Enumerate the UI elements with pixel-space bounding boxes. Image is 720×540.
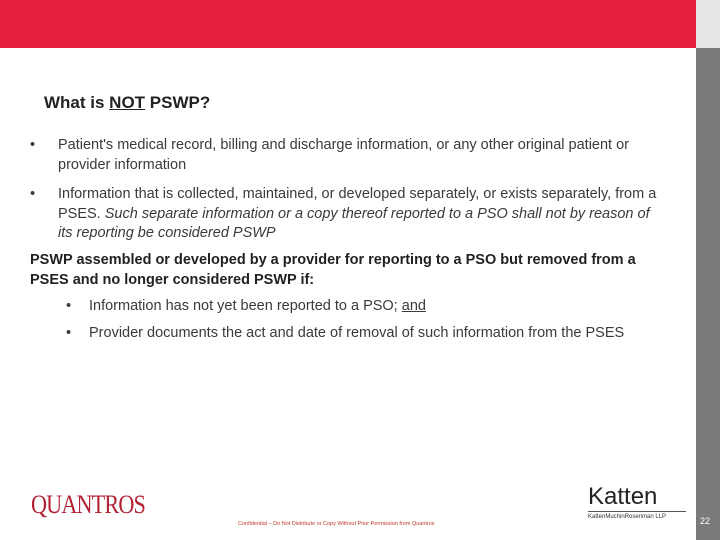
katten-rule	[588, 511, 686, 512]
list-item	[30, 185, 660, 244]
confidential-notice: Confidential – Do Not Distribute or Copy Without Prior Permission from Quantros	[238, 521, 435, 527]
bullet-dot: •	[66, 324, 72, 341]
title-emphasis: NOT	[109, 93, 146, 112]
list-item	[66, 297, 656, 317]
svg-text:QUANTROS: QUANTROS	[31, 490, 145, 519]
top-banner	[0, 0, 696, 48]
list-item-text: Information that is collected, maintained, or developed separately, or exists separately, from a PSES.	[58, 186, 657, 222]
slide-title	[44, 93, 210, 113]
list-item-text: Provider documents the act and date of removal of such information from the PSES	[89, 324, 625, 341]
katten-wordmark: Katten	[588, 483, 658, 510]
primary-bullet-list	[30, 136, 660, 254]
page-number: 22	[700, 516, 711, 526]
title-prefix: What is	[44, 93, 110, 112]
right-strip-top	[696, 0, 720, 48]
right-edge-strip	[696, 0, 720, 540]
list-item-underlined-text: and	[401, 298, 426, 314]
bullet-dot: •	[30, 186, 36, 202]
secondary-bullet-list	[66, 297, 656, 350]
list-item-italic-text: Such separate information or a copy thereof reported to a PSO shall not by reason of its reporting be considered PSWP	[58, 205, 650, 241]
bullet-dot: •	[66, 298, 72, 314]
katten-logo	[588, 484, 693, 520]
list-item	[66, 324, 656, 344]
bullet-dot: •	[30, 137, 36, 153]
bold-paragraph: PSWP assembled or developed by a provider for reporting to a PSO but removed from a PSES and no longer considered PSWP if:	[30, 252, 636, 288]
katten-subtitle: KattenMuchinRosenman LLP	[588, 514, 667, 520]
list-item-text: Information has not yet been reported to a PSO;	[89, 298, 402, 314]
title-suffix: PSWP?	[145, 93, 211, 112]
list-item	[30, 136, 660, 175]
quantros-logo	[30, 488, 148, 523]
list-item-text: Patient's medical record, billing and discharge information, or any other original patient or provider information	[58, 137, 629, 173]
